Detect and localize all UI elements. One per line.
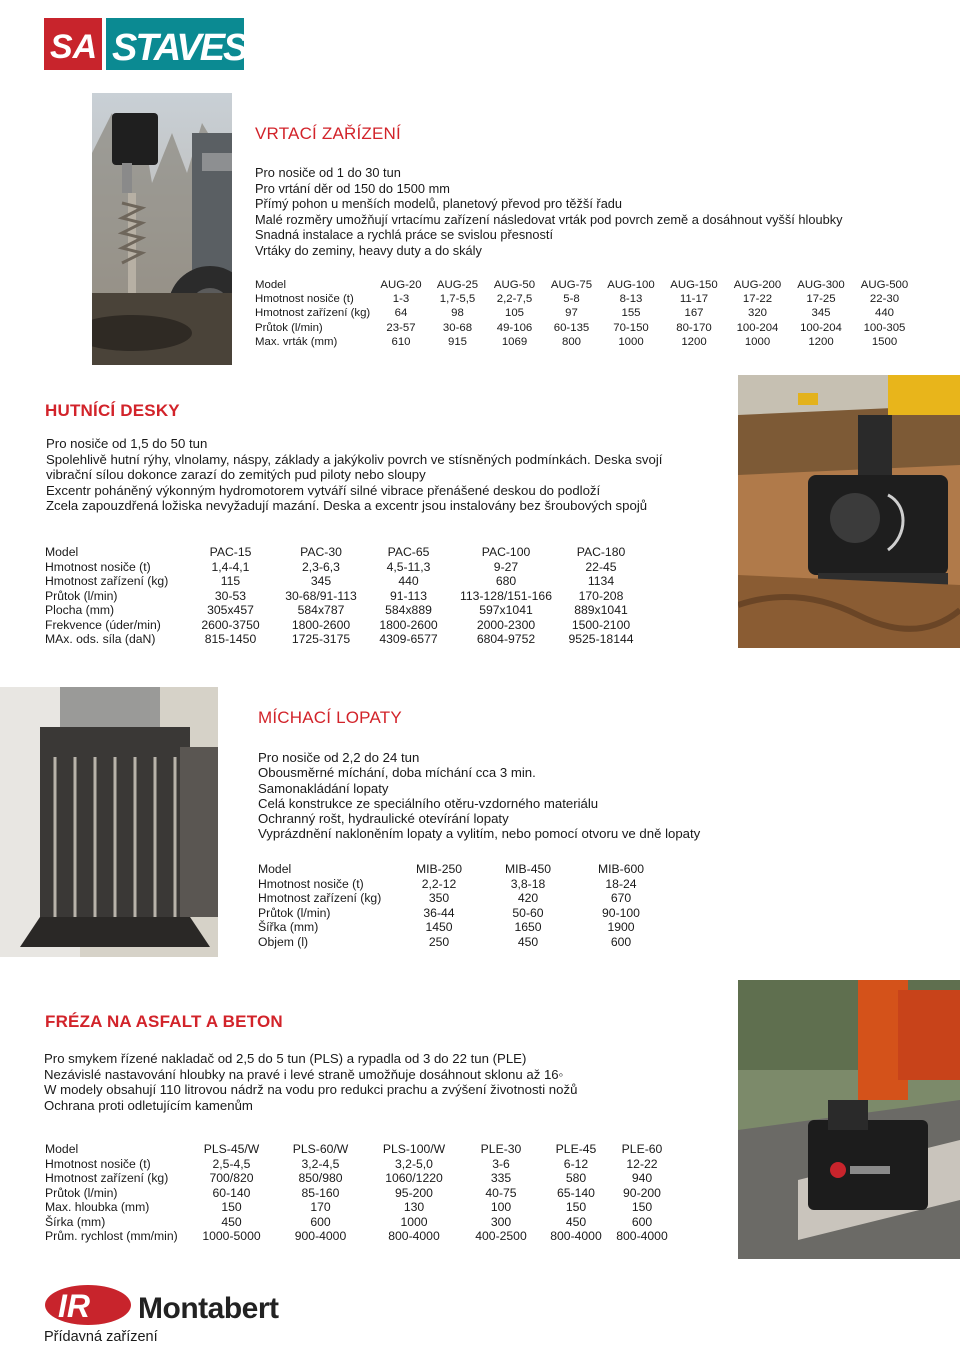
table-cell: 85-160: [301, 1185, 340, 1200]
table-cell: 1000: [618, 335, 644, 348]
table-cell: 22-30: [869, 293, 900, 306]
auger-line: Pro nosiče od 1 do 30 tun: [255, 165, 401, 180]
model-name-cell: MIB-450: [504, 862, 552, 876]
table-cell: 5-8: [563, 293, 580, 306]
table-cell: 1800-2600: [291, 617, 351, 632]
table-cell: 420: [517, 891, 539, 905]
table-cell: 320: [747, 307, 767, 320]
model-name-cell: AUG-200: [733, 279, 782, 291]
model-name-cell: PAC-30: [300, 545, 342, 559]
table-cell: 1200: [808, 335, 834, 348]
table-cell: 50-60: [512, 905, 544, 920]
model-name-cell: AUG-500: [860, 279, 909, 291]
table-cell: 800-4000: [616, 1229, 668, 1243]
table-cell: 100-204: [736, 321, 779, 334]
row-label: Objem (l): [258, 934, 309, 949]
table-cell: 1-3: [392, 293, 410, 306]
table-row: [45, 1186, 672, 1201]
table-cell: 95-200: [395, 1185, 433, 1200]
table-cell: 900-4000: [294, 1229, 347, 1243]
table-row: [255, 321, 916, 335]
table-cell: 70-150: [613, 321, 649, 334]
table-cell: 11-17: [679, 293, 709, 306]
mixer-line: Ochranný rošt, hydraulické otevírání lopaty: [258, 811, 509, 827]
table-cell: 100: [490, 1200, 512, 1214]
table-cell: 1650: [514, 920, 542, 934]
table-cell: 65-140: [557, 1185, 595, 1200]
auger-line: Vrtáky do zeminy, heavy duty a do skály: [255, 242, 482, 258]
auger-line: Malé rozměry umožňují vrtacímu zařízení následovat vrták pod povrch země a dosáhnout vyšší hloubky: [255, 211, 843, 227]
table-cell: 400-2500: [475, 1229, 527, 1243]
table-cell: 1000: [744, 335, 771, 348]
table-cell: 850/980: [298, 1171, 343, 1185]
table-row: [255, 335, 916, 349]
brand-name-text: STAVES: [112, 27, 244, 69]
table-cell: 6804-9752: [476, 632, 536, 646]
auger-photo: [92, 93, 232, 365]
table-cell: 150: [221, 1200, 242, 1214]
table-cell: 167: [684, 307, 704, 320]
table-cell: 36-44: [423, 905, 455, 920]
table-cell: 6-12: [563, 1156, 589, 1171]
table-cell: 150: [631, 1200, 653, 1214]
table-row: [45, 589, 642, 604]
model-name-cell: PAC-100: [481, 545, 531, 559]
footer-caption: Přídavná zařízení: [44, 1329, 158, 1345]
table-row: [258, 906, 664, 921]
row-label: Model: [258, 862, 292, 876]
table-cell: 17-25: [806, 293, 836, 306]
mixer-line: Vyprázdnění nakloněním lopaty a vylitím, nebo pomocí otvoru ve dně lopaty: [258, 826, 701, 842]
table-cell: 17-22: [742, 293, 773, 306]
table-cell: 2,5-4,5: [212, 1156, 251, 1171]
row-label: MAx. ods. síla (daN): [45, 632, 156, 646]
table-cell: 3,2-4,5: [301, 1156, 340, 1171]
row-label: Hmotnost zařízení (kg): [45, 1171, 169, 1185]
table-row: [45, 1229, 672, 1244]
table-cell: 4309-6577: [379, 632, 438, 646]
table-cell: 1000-5000: [202, 1229, 261, 1243]
row-label: Prům. rychlost (mm/min): [45, 1229, 178, 1243]
table-cell: 800-4000: [550, 1229, 602, 1243]
table-cell: 12-22: [626, 1156, 658, 1171]
table-header-row: [258, 862, 664, 877]
table-cell: 130: [403, 1200, 425, 1214]
table-cell: 80-170: [676, 321, 712, 334]
table-row: [258, 877, 664, 892]
table-cell: 9-27: [493, 559, 519, 574]
compactor-title: HUTNÍCÍ DESKY: [45, 401, 180, 420]
auger-spec-table: [255, 278, 916, 349]
table-cell: 2000-2300: [476, 617, 536, 632]
table-cell: 22-45: [585, 559, 617, 574]
planer-spec-table: [45, 1142, 672, 1244]
auger-line: Pro vrtání děr od 150 do 1500 mm: [255, 180, 450, 196]
row-label: Šírka (mm): [45, 1214, 106, 1229]
row-label: Model: [45, 1142, 79, 1156]
table-cell: 345: [811, 307, 831, 320]
row-label: Model: [45, 545, 79, 559]
table-row: [45, 1157, 672, 1172]
row-label: Model: [255, 279, 287, 291]
brand-left-text: SA: [50, 28, 98, 66]
compactor-line: Zcela zapouzdřená ložiska nevyžadují mazání. Deska a excentr jsou instalovány bez šroubových spojů: [46, 498, 648, 513]
table-row: [45, 560, 642, 575]
table-cell: 9525-18144: [568, 632, 634, 646]
table-cell: 915: [447, 335, 467, 348]
table-cell: 170: [310, 1200, 331, 1214]
mixer-line: Samonakládání lopaty: [258, 780, 389, 796]
table-cell: 90-100: [602, 905, 640, 920]
table-cell: 8-13: [619, 293, 643, 306]
planer-line: Ochrana proti odletujícím kamenům: [44, 1097, 253, 1113]
model-name-cell: AUG-100: [607, 279, 655, 291]
table-cell: 1450: [425, 920, 453, 934]
table-cell: 584x889: [385, 603, 432, 617]
table-cell: 155: [621, 307, 641, 320]
model-name-cell: PLE-45: [555, 1142, 597, 1156]
table-cell: 1069: [501, 335, 528, 348]
table-cell: 3-6: [492, 1156, 510, 1171]
table-cell: 3,8-18: [510, 876, 546, 891]
model-name-cell: PAC-65: [387, 545, 430, 559]
ir-mark-text: IR: [58, 1288, 90, 1324]
table-cell: 1,4-4,1: [211, 559, 250, 574]
table-cell: 100-305: [863, 321, 906, 334]
table-cell: 91-113: [389, 588, 428, 603]
model-name-cell: AUG-75: [550, 279, 593, 291]
table-cell: 450: [565, 1214, 587, 1229]
compactor-line: Pro nosiče od 1,5 do 50 tun: [46, 436, 208, 451]
table-cell: 600: [310, 1214, 331, 1229]
auger-title: VRTACÍ ZAŘÍZENÍ: [255, 124, 401, 143]
table-cell: 150: [565, 1200, 587, 1214]
model-name-cell: MIB-250: [415, 862, 463, 876]
table-row: [45, 1215, 672, 1230]
table-cell: 115: [220, 574, 241, 588]
montabert-logo: [44, 1284, 284, 1328]
table-cell: 1725-3175: [291, 632, 351, 646]
row-label: Hmotnost nosiče (t): [45, 559, 151, 574]
table-cell: 105: [504, 307, 524, 320]
row-label: Šířka (mm): [258, 920, 319, 934]
model-name-cell: MIB-600: [597, 862, 645, 876]
table-cell: 300: [490, 1214, 512, 1229]
table-cell: 440: [874, 307, 894, 320]
table-cell: 305x457: [207, 603, 254, 617]
table-cell: 30-53: [214, 588, 247, 603]
row-label: Max. vrták (mm): [255, 335, 338, 348]
table-cell: 335: [490, 1171, 512, 1185]
auger-line: Přímý pohon u menších modelů, planetový převod pro těžší řadu: [255, 196, 623, 211]
planer-line: Nezávislé nastavování hloubky na pravé i levé straně umožňuje dosáhnout sklonu až 16◦: [44, 1066, 564, 1082]
model-name-cell: PLE-30: [480, 1142, 522, 1156]
row-label: Hmotnost zařízení (kg): [255, 307, 371, 320]
row-label: Frekvence (úder/min): [45, 617, 161, 632]
model-name-cell: AUG-150: [670, 279, 718, 291]
table-row: [255, 292, 916, 306]
table-cell: 610: [391, 335, 411, 348]
model-name-cell: PAC-15: [209, 545, 252, 559]
planer-photo: [738, 980, 960, 1259]
model-name-cell: AUG-25: [436, 279, 479, 291]
planer-line: Pro smykem řízené nakladač od 2,5 do 5 tun (PLS) a rypadla od 3 do 22 tun (PLE): [44, 1051, 527, 1066]
table-cell: 100-204: [800, 321, 842, 334]
table-row: [258, 920, 664, 935]
mixer-photo: [0, 687, 218, 957]
table-row: [45, 632, 642, 647]
montabert-brand-text: Montabert: [138, 1292, 279, 1325]
model-name-cell: PLS-60/W: [292, 1142, 349, 1156]
table-cell: 670: [610, 891, 632, 905]
table-cell: 440: [398, 574, 419, 588]
compactor-line: vibrační sílou dokonce zarazí do zemitých pud piloty nebo sloupy: [46, 467, 426, 482]
table-cell: 889x1041: [574, 603, 628, 617]
table-cell: 98: [451, 307, 464, 320]
table-cell: 1500: [871, 335, 898, 348]
row-label: Hmotnost nosiče (t): [255, 293, 354, 306]
table-cell: 1134: [587, 574, 615, 588]
compactor-photo: [738, 375, 960, 648]
table-row: [45, 1200, 672, 1215]
table-cell: 450: [517, 934, 539, 949]
row-label: Průtok (l/min): [45, 1185, 118, 1200]
row-label: Max. hloubka (mm): [45, 1200, 150, 1214]
table-cell: 450: [221, 1214, 242, 1229]
planer-title: FRÉZA NA ASFALT A BETON: [45, 1012, 283, 1031]
row-label: Hmotnost zařízení (kg): [45, 574, 169, 588]
model-name-cell: AUG-50: [493, 279, 536, 291]
table-cell: 800-4000: [388, 1229, 440, 1243]
row-label: Průtok (l/min): [45, 588, 118, 603]
model-name-cell: AUG-20: [380, 279, 422, 291]
table-cell: 170-208: [578, 588, 624, 603]
table-row: [258, 935, 664, 950]
table-cell: 30-68/91-113: [285, 588, 357, 603]
mixer-line: Pro nosiče od 2,2 do 24 tun: [258, 750, 420, 765]
table-cell: 1,7-5,5: [439, 293, 476, 306]
table-cell: 2600-3750: [201, 617, 260, 632]
planer-line: W modely obsahují 110 litrovou nádrž na vodu pro redukci prachu a zvýšení životnosti nožů: [44, 1082, 578, 1097]
row-label: Hmotnost nosiče (t): [258, 876, 364, 891]
table-cell: 49-106: [496, 321, 533, 334]
table-cell: 800: [561, 335, 581, 348]
table-cell: 700/820: [209, 1171, 254, 1185]
mixer-line: Obousměrné míchání, doba míchání cca 3 min.: [258, 765, 536, 781]
model-name-cell: PLE-60: [621, 1142, 663, 1156]
auger-line: Snadná instalace a rychlá práce se svislou přesností: [255, 227, 554, 242]
row-label: Průtok (l/min): [255, 321, 323, 334]
table-cell: 600: [631, 1214, 653, 1229]
model-name-cell: PLS-100/W: [382, 1142, 446, 1156]
table-row: [45, 1171, 672, 1186]
table-header-row: [45, 1142, 672, 1157]
table-cell: 64: [394, 307, 408, 320]
table-cell: 350: [428, 891, 450, 905]
table-row: [255, 306, 916, 320]
row-label: Plocha (mm): [45, 603, 115, 617]
table-cell: 815-1450: [204, 632, 257, 646]
table-cell: 23-57: [386, 321, 416, 334]
table-cell: 2,2-12: [421, 876, 457, 891]
table-cell: 1000: [400, 1214, 428, 1229]
table-cell: 584x787: [297, 603, 345, 617]
table-cell: 30-68: [442, 321, 473, 334]
table-cell: 1200: [681, 335, 707, 348]
compactor-line: Excentr poháněný výkonným hydromotorem vytváří silné vibrace přenášené deskou do podloží: [46, 482, 601, 498]
table-cell: 1060/1220: [385, 1171, 443, 1185]
compactor-line: Spolehlivě hutní rýhy, vlnolamy, náspy, základy a jakýkoliv povrch ve stísněných podmínkách. Deska svojí: [46, 451, 663, 467]
table-cell: 3,2-5,0: [395, 1156, 433, 1171]
table-cell: 2,3-6,3: [302, 559, 340, 574]
mixer-title: MÍCHACÍ LOPATY: [258, 708, 402, 727]
planer-description: [44, 1051, 577, 1113]
table-cell: 580: [565, 1171, 587, 1185]
table-cell: 345: [310, 574, 332, 588]
table-cell: 1900: [607, 920, 635, 934]
table-cell: 250: [428, 934, 450, 949]
table-cell: 940: [631, 1171, 653, 1185]
mixer-line: Celá konstrukce ze speciálního otěru-vzdorného materiálu: [258, 795, 599, 811]
table-cell: 40-75: [485, 1185, 517, 1200]
table-cell: 60-135: [553, 321, 590, 334]
mixer-spec-table: [258, 862, 664, 949]
table-cell: 597x1041: [479, 603, 533, 617]
row-label: Průtok (l/min): [258, 905, 331, 920]
staves-logo: [44, 18, 244, 70]
table-cell: 680: [495, 574, 517, 588]
table-cell: 18-24: [605, 876, 637, 891]
model-name-cell: PLS-45/W: [203, 1142, 260, 1156]
table-row: [45, 603, 642, 618]
table-cell: 2,2-7,5: [496, 293, 533, 306]
table-cell: 1500-2100: [571, 617, 631, 632]
model-name-cell: PAC-180: [576, 545, 626, 559]
table-cell: 113-128/151-166: [460, 588, 552, 603]
table-cell: 97: [565, 307, 578, 320]
row-label: Hmotnost zařízení (kg): [258, 891, 382, 905]
compactor-spec-table: [45, 545, 642, 647]
mixer-description: [258, 750, 700, 842]
table-cell: 1800-2600: [379, 617, 438, 632]
table-cell: 600: [610, 934, 632, 949]
row-label: Hmotnost nosiče (t): [45, 1156, 151, 1171]
table-row: [258, 891, 664, 906]
auger-description: [255, 165, 843, 258]
table-cell: 90-200: [623, 1185, 661, 1200]
table-cell: 4,5-11,3: [386, 559, 431, 574]
table-header-row: [255, 278, 916, 292]
table-row: [45, 618, 642, 633]
table-cell: 60-140: [212, 1185, 251, 1200]
table-header-row: [45, 545, 642, 560]
model-name-cell: AUG-300: [797, 279, 845, 291]
compactor-description: [46, 436, 662, 514]
table-row: [45, 574, 642, 589]
